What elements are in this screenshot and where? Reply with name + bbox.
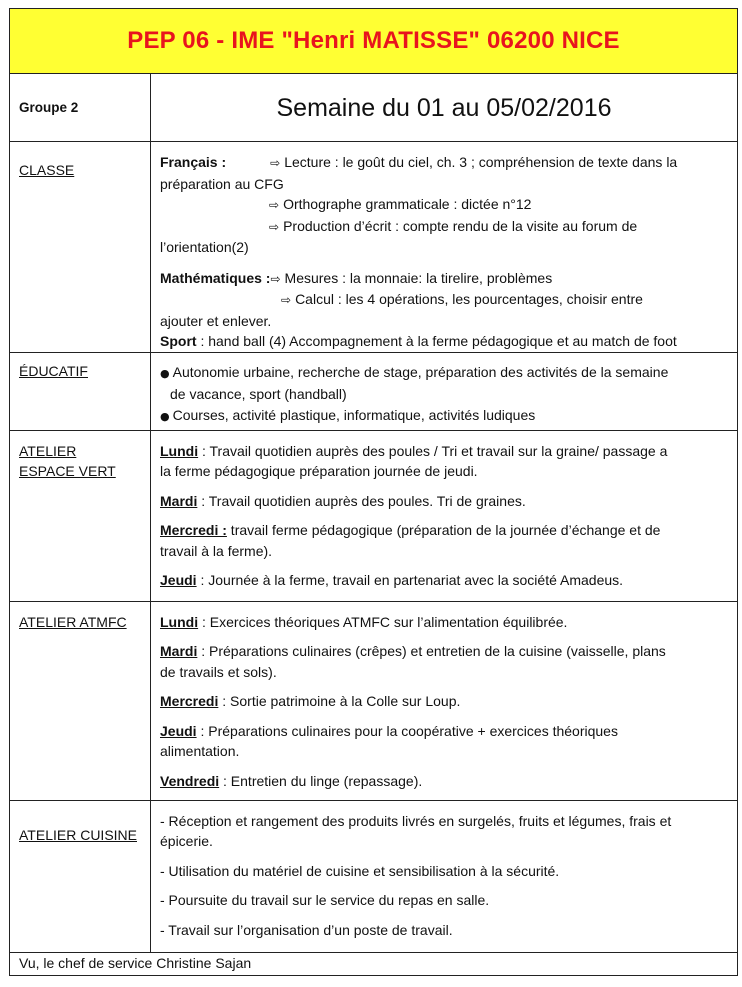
atmfc-mardi-cont: de travails et sols). [160, 663, 277, 680]
cuisine-row [10, 800, 738, 952]
espace-vert-mardi: Mardi : Travail quotidien auprès des poules. Tri de graines. [160, 492, 526, 509]
day-label: Mardi [160, 492, 198, 509]
atmfc-jeudi: Jeudi : Préparations culinaires pour la coopérative + exercices théoriques [160, 722, 618, 739]
group-row [10, 74, 738, 142]
francais-line-3: ⇨ Orthographe grammaticale : dictée n°12 [269, 196, 532, 212]
day-label: Mardi [160, 643, 198, 659]
cuisine-item-3: - Poursuite du travail sur le service du repas en salle. [160, 892, 490, 908]
signature-line: Vu, le chef de service Christine Sajan [19, 954, 252, 971]
francais-label: Français : [160, 154, 227, 170]
arrow-icon: ⇨ [269, 219, 280, 234]
day-label: Jeudi [160, 572, 197, 588]
educatif-label-cell [10, 352, 151, 430]
arrow-icon: ⇨ [269, 198, 280, 212]
maths-label: Mathématiques : [160, 269, 271, 286]
cuisine-label-cell [10, 800, 151, 952]
title-cell [10, 9, 738, 74]
arrow-icon: ⇨ [281, 293, 292, 307]
cuisine-item-1-cont: épicerie. [160, 833, 213, 849]
educatif-item-1-cont: de vacance, sport (handball) [170, 386, 347, 402]
francais-line-2: préparation au CFG [160, 175, 284, 192]
title-row [10, 9, 738, 74]
classe-label: CLASSE [19, 162, 75, 178]
day-label: Mercredi [160, 693, 219, 709]
francais-line-4: ⇨ Production d’écrit : compte rendu de la visite au forum de [269, 217, 638, 234]
day-label: Lundi [160, 442, 199, 459]
atmfc-content [151, 601, 738, 800]
atmfc-lundi: Lundi : Exercices théoriques ATMFC sur l’alimentation équilibrée. [160, 613, 568, 630]
educatif-row [10, 352, 738, 430]
day-label: Mercredi : [160, 522, 227, 538]
maths-line-3: ajouter et enlever. [160, 312, 272, 329]
espace-vert-mercredi: Mercredi : travail ferme pédagogique (préparation de la journée d’échange et de [160, 522, 661, 538]
cuisine-item-4: - Travail sur l’organisation d’un poste de travail. [160, 921, 453, 938]
atmfc-mercredi: Mercredi : Sortie patrimoine à la Colle sur Loup. [160, 693, 461, 709]
classe-content [151, 142, 738, 353]
week-title: Semaine du 01 au 05/02/2016 [276, 93, 612, 122]
francais-line-1: Français : ⇨ Lecture : le goût du ciel, ch. 3 ; compréhension de texte dans la [160, 154, 678, 170]
espace-vert-label-cell [10, 430, 151, 601]
footer-row [10, 952, 738, 975]
bullet-icon: ● [160, 409, 170, 423]
atmfc-mardi: Mardi : Préparations culinaires (crêpes) et entretien de la cuisine (vaisselle, plans [160, 643, 666, 659]
classe-label-cell [10, 142, 151, 353]
document-title: PEP 06 - IME "Henri MATISSE" 06200 NICE [127, 27, 620, 54]
atmfc-jeudi-cont: alimentation. [160, 743, 240, 759]
francais-line-5: l’orientation(2) [160, 239, 249, 255]
cuisine-item-2: - Utilisation du matériel de cuisine et sensibilisation à la sécurité. [160, 862, 560, 879]
classe-row [10, 142, 738, 353]
espace-vert-label-1: ATELIER [19, 442, 77, 459]
day-label: Vendredi [160, 772, 220, 789]
cuisine-content [151, 800, 738, 952]
cuisine-item-1: - Réception et rangement des produits livrés en surgelés, fruits et légumes, frais et [160, 812, 672, 829]
espace-vert-lundi-cont: la ferme pédagogique préparation journée de jeudi. [160, 463, 478, 479]
group-label: Groupe 2 [19, 99, 79, 115]
day-label: Lundi [160, 613, 199, 630]
arrow-icon: ⇨ [270, 271, 281, 286]
atmfc-vendredi: Vendredi : Entretien du linge (repassage). [160, 772, 423, 789]
atmfc-row [10, 601, 738, 800]
espace-vert-row [10, 430, 738, 601]
footer-cell [10, 952, 738, 975]
educatif-item-1: ● Autonomie urbaine, recherche de stage, préparation des activités de la semaine [160, 363, 669, 380]
espace-vert-mercredi-cont: travail à la ferme). [160, 542, 273, 559]
sport-label: Sport [160, 333, 197, 349]
bullet-icon: ● [160, 366, 170, 380]
educatif-label: ÉDUCATIF [19, 362, 88, 379]
day-label: Jeudi [160, 722, 197, 739]
espace-vert-jeudi: Jeudi : Journée à la ferme, travail en partenariat avec la société Amadeus. [160, 572, 624, 588]
espace-vert-lundi: Lundi : Travail quotidien auprès des poules / Tri et travail sur la graine/ passage a [160, 442, 668, 459]
arrow-icon: ⇨ [270, 156, 281, 170]
schedule-table [9, 8, 738, 976]
atmfc-label-cell [10, 601, 151, 800]
espace-vert-content [151, 430, 738, 601]
educatif-content [151, 352, 738, 430]
atmfc-label: ATELIER ATMFC [19, 613, 127, 630]
educatif-item-2: ● Courses, activité plastique, informatique, activités ludiques [160, 406, 536, 423]
maths-line-2: ⇨ Calcul : les 4 opérations, les pourcentages, choisir entre [281, 291, 643, 307]
sport-line: Sport : hand ball (4) Accompagnement à la ferme pédagogique et au match de foot [160, 333, 677, 349]
group-cell [10, 74, 151, 142]
maths-line-1: Mathématiques :⇨ Mesures : la monnaie: la tirelire, problèmes [160, 269, 553, 286]
cuisine-label: ATELIER CUISINE [19, 826, 137, 843]
espace-vert-label-2: ESPACE VERT [19, 462, 116, 479]
week-cell [151, 74, 738, 142]
